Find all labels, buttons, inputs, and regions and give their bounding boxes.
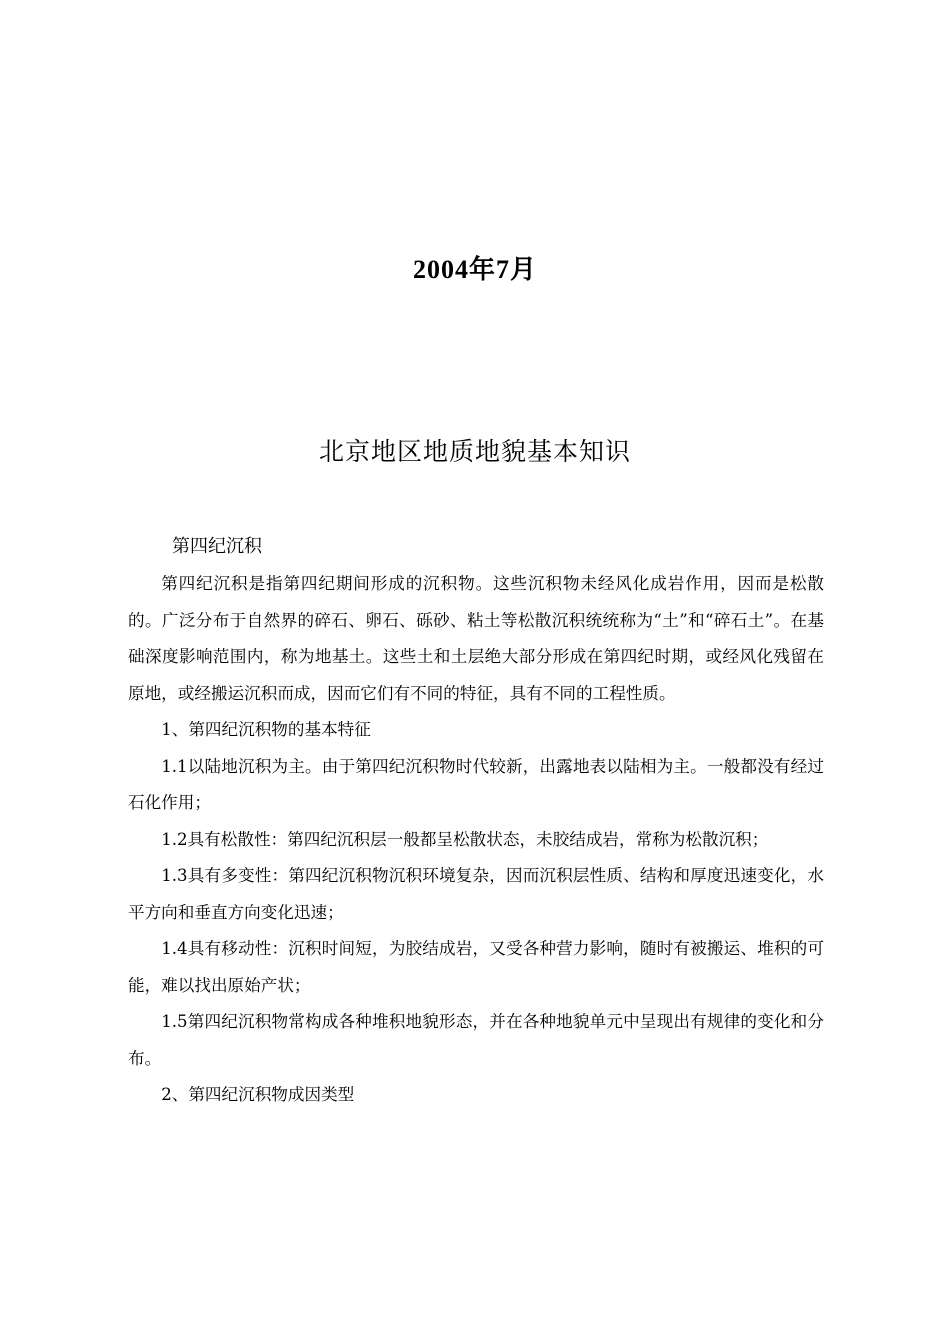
document-body: [128, 566, 824, 1114]
paragraph-1-5: 1.5第四纪沉积物常构成各种堆积地貌形态，并在各种地貌单元中呈现出有规律的变化和分布。: [128, 1012, 824, 1068]
section-heading: 第四纪沉积: [172, 536, 262, 557]
paragraph-heading-1: 1、第四纪沉积物的基本特征: [161, 720, 371, 739]
paragraph-1-3: 1.3具有多变性：第四纪沉积物沉积环境复杂，因而沉积层性质、结构和厚度迅速变化，水平方向和垂直方向变化迅速；: [128, 866, 824, 922]
document-date: 2004年7月: [412, 255, 537, 284]
paragraph-1-2: 1.2具有松散性：第四纪沉积层一般都呈松散状态，未胶结成岩，常称为松散沉积；: [161, 829, 769, 849]
document-title: 北京地区地质地貌基本知识: [318, 437, 631, 466]
paragraph-1-1: 1.1以陆地沉积为主。由于第四纪沉积物时代较新，出露地表以陆相为主。一般都没有经过石化作用；: [128, 756, 824, 812]
paragraph-heading-2: 2、第四纪沉积物成因类型: [161, 1085, 355, 1104]
paragraph-intro: 第四纪沉积是指第四纪期间形成的沉积物。这些沉积物未经风化成岩作用，因而是松散的。广泛分布于自然界的碎石、卵石、砾砂、粘土等松散沉积统统称为“土”和“碎石土”。在基础深度影响范围内，称为地基土。这些土和土层绝大部分形成在第四纪时期，或经风化残留在原地，或经搬运沉积而成，因而它们有不同的特征，具有不同的工程性质。: [128, 574, 824, 703]
paragraph-1-4: 1.4具有移动性：沉积时间短，为胶结成岩，又受各种营力影响，随时有被搬运、堆积的可能，难以找出原始产状；: [128, 939, 824, 995]
